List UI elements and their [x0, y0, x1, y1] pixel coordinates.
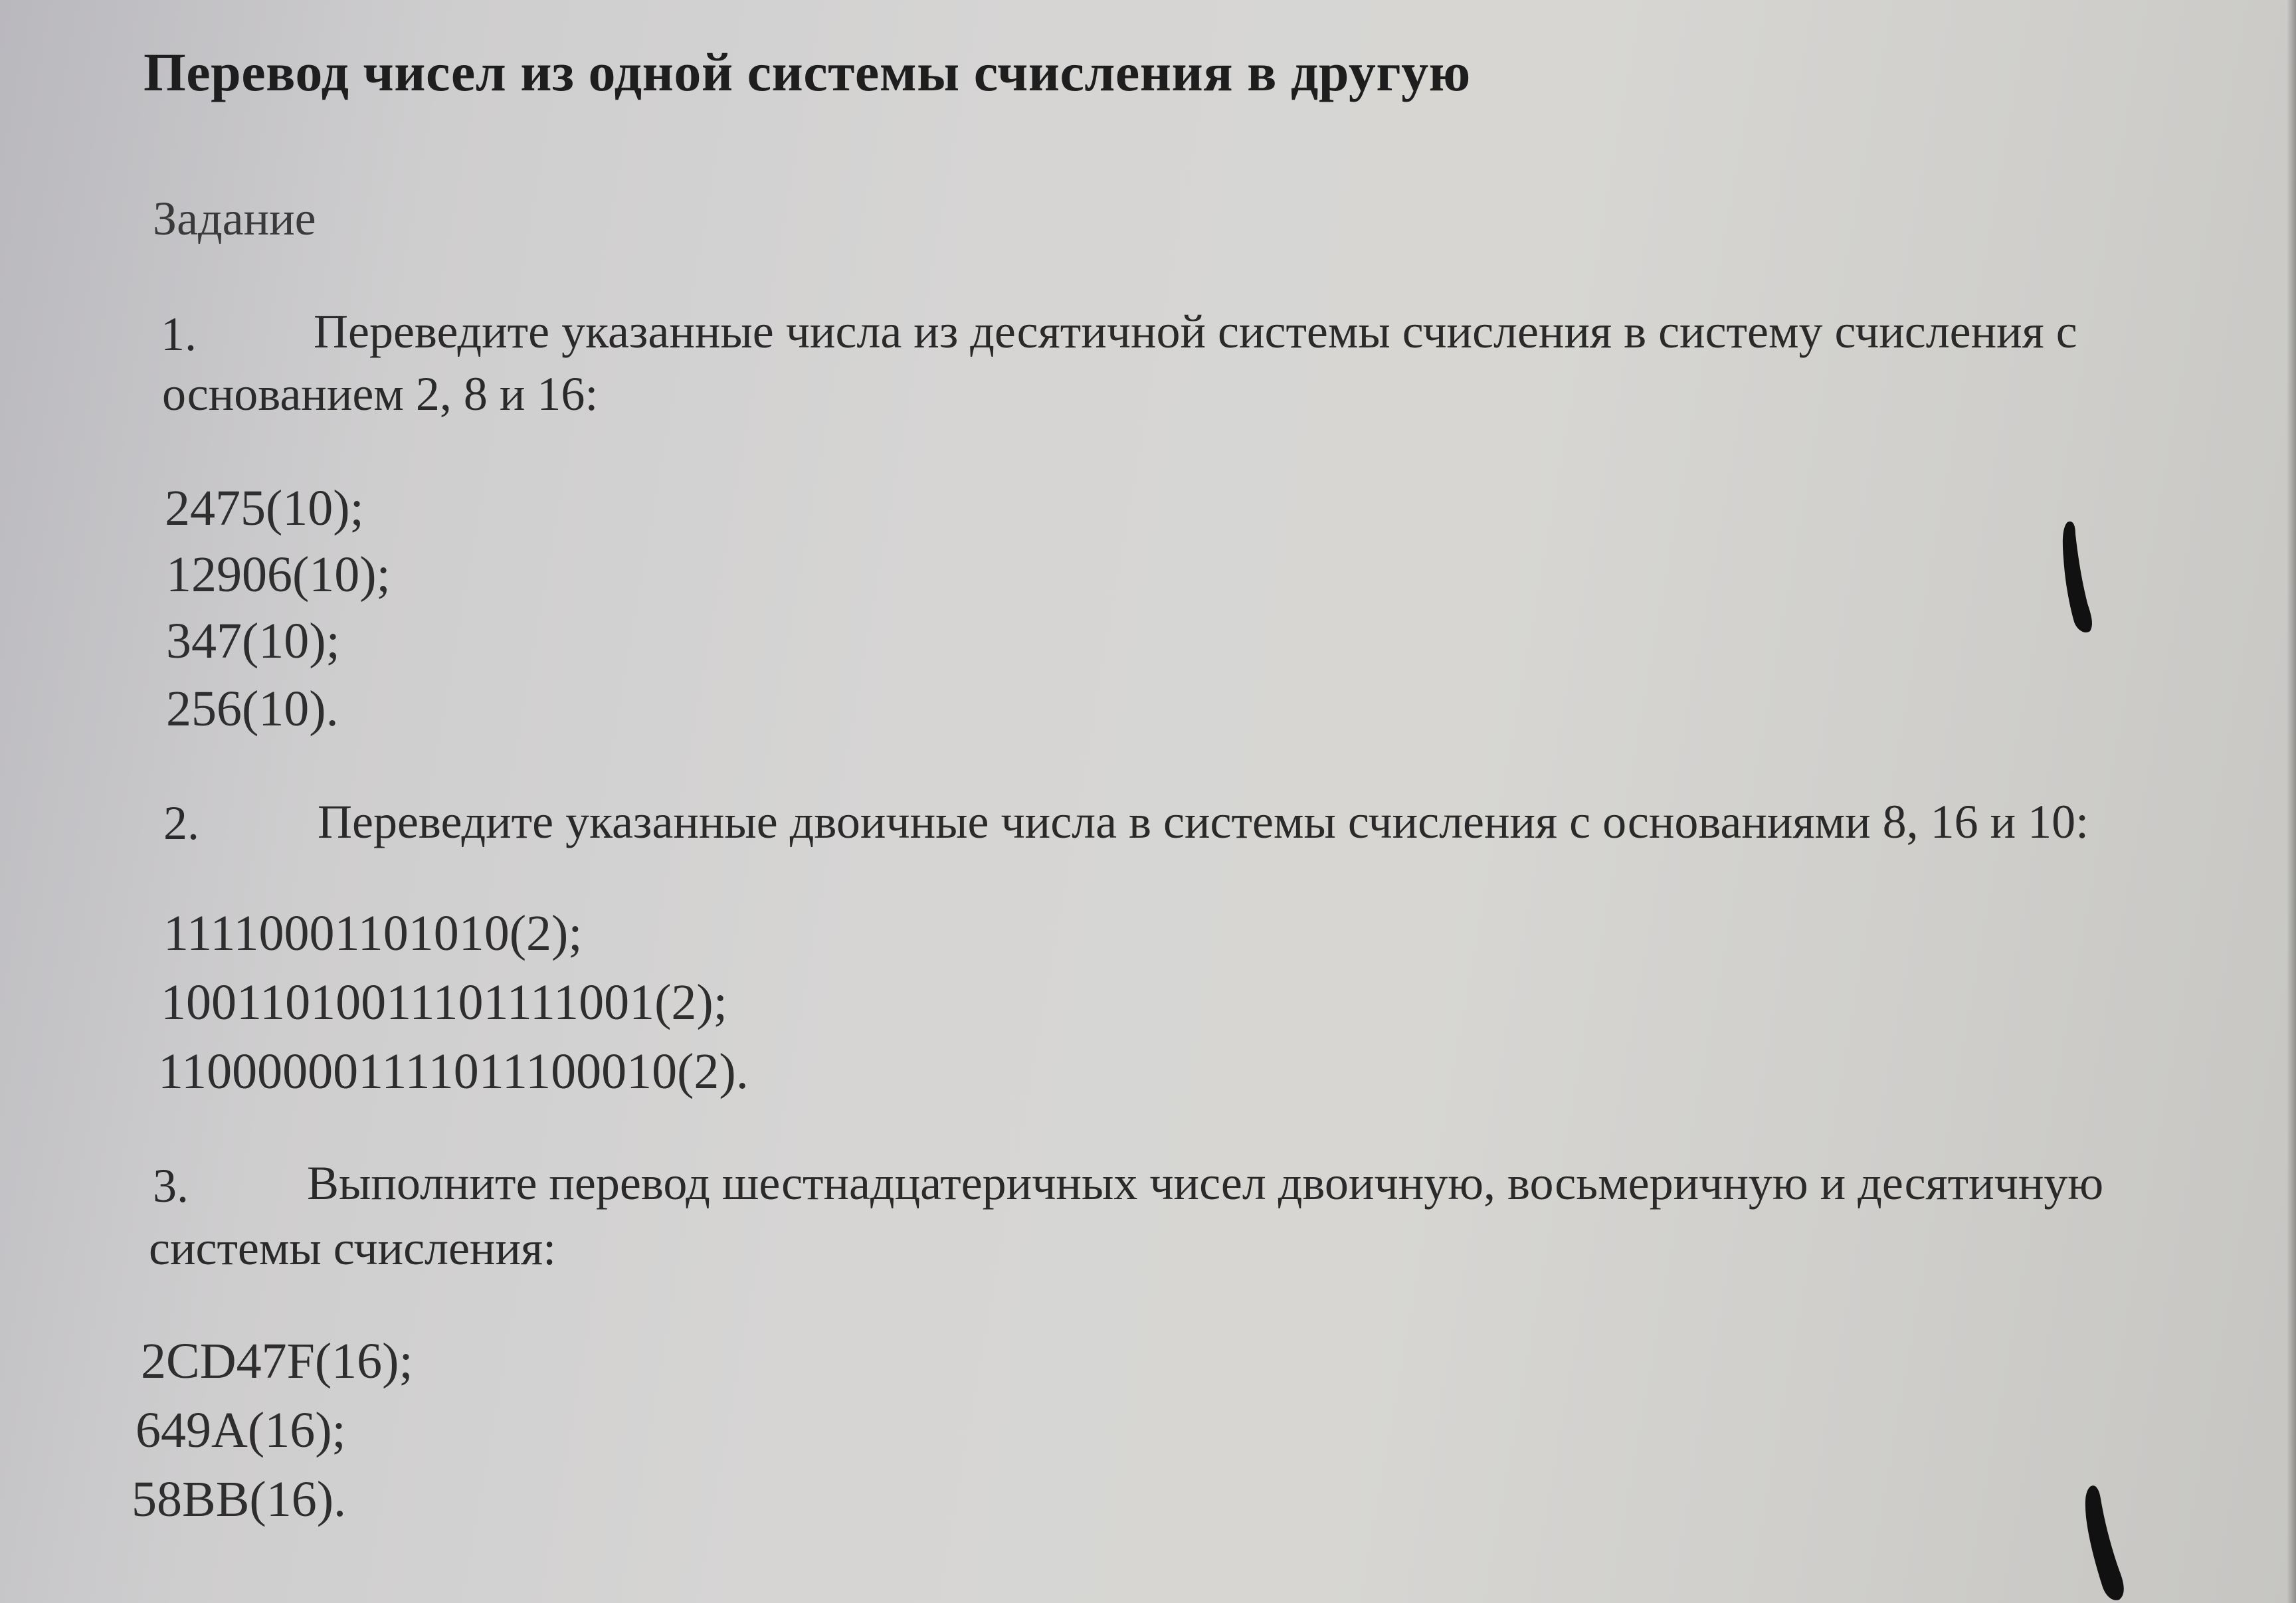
task-2-item: 11110001101010(2);	[163, 905, 583, 961]
task-2-item: 10011010011101111001(2);	[161, 975, 727, 1030]
document-title: Перевод чисел из одной системы счисления в другую	[144, 42, 1471, 102]
task-1-number: 1.	[161, 308, 197, 361]
assignment-heading: Задание	[153, 192, 316, 245]
paper-edge-shadow	[2287, 0, 2296, 1603]
task-3-item: 58BB(16).	[132, 1471, 346, 1527]
task-3-item: 2CD47F(16);	[141, 1333, 413, 1389]
task-3-text-line-1: Выполните перевод шестнадцатеричных чисел двоичную, восьмеричную и десятичную	[307, 1157, 2104, 1210]
task-1-text-line-2: основанием 2, 8 и 16:	[162, 367, 599, 421]
task-1-text-line-1: Переведите указанные числа из десятичной системы счисления в систему счисления с	[314, 305, 2077, 358]
task-2-item: 110000001111011100010(2).	[158, 1044, 749, 1099]
task-3-item: 649A(16);	[136, 1402, 346, 1458]
task-1-item: 256(10).	[166, 681, 339, 737]
task-2-number: 2.	[163, 797, 199, 850]
ink-mark-upper	[2053, 518, 2099, 638]
task-1-item: 12906(10);	[166, 547, 391, 603]
task-3-text-line-2: системы счисления:	[149, 1222, 557, 1275]
task-2-text-line-1: Переведите указанные двоичные числа в системы счисления с основаниями 8, 16 и 10:	[318, 795, 2089, 848]
task-1-item: 347(10);	[166, 613, 340, 669]
ink-mark-lower	[2073, 1481, 2133, 1603]
task-3-number: 3.	[153, 1159, 189, 1212]
task-1-item: 2475(10);	[165, 480, 364, 536]
